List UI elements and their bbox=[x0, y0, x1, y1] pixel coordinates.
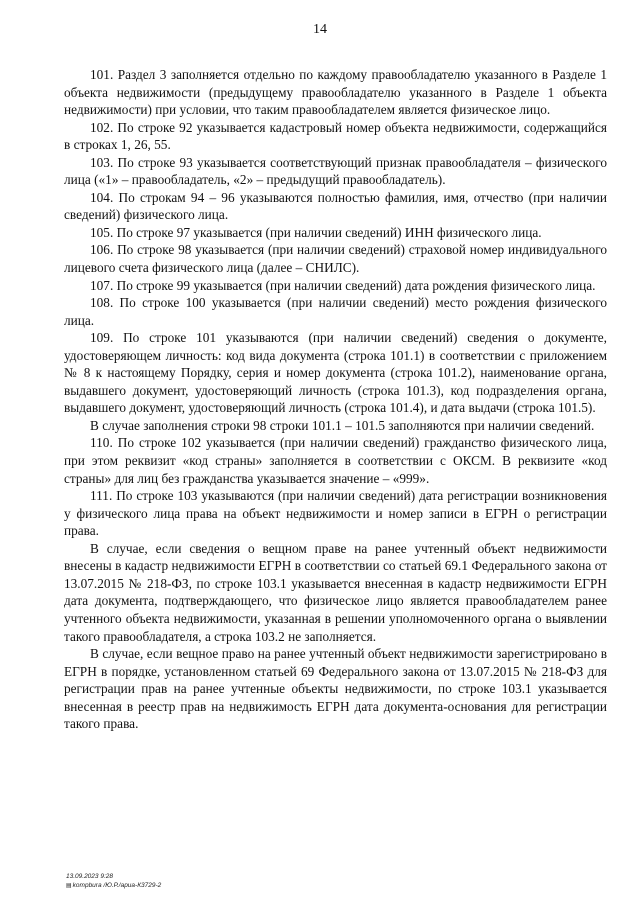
paragraph-109: 109. По строке 101 указываются (при наличии сведений) сведения о документе, удостоверяющем личность: код вида документа (строка 101.1) в соответствии с приложением № 8 к настоящему Порядку, серия и номер документа (строка 101.2), наименование органа, выдавшего документ, удостоверяющий личность (строка 101.3), код подразделения органа, выдавшего документ, удостоверяющий личность (строка 101.4), и дата выдачи (строка 101.5). bbox=[64, 330, 607, 416]
document-body bbox=[64, 66, 607, 733]
print-footer bbox=[66, 872, 161, 891]
paragraph-101: 101. Раздел 3 заполняется отдельно по каждому правообладателю указанного в Разделе 1 объекта недвижимости (предыдущему правообладателю указанного в Разделе 1 объекта недвижимости) при условии, что таким правообладателем является физическое лицо. bbox=[64, 67, 607, 118]
paragraph-107: 107. По строке 99 указывается (при наличии сведений) дата рождения физического лица. bbox=[90, 277, 596, 293]
paragraph-109-note: В случае заполнения строки 98 строки 101.1 – 101.5 заполняются при наличии сведений. bbox=[90, 417, 595, 433]
paragraph-111-case-1: В случае, если сведения о вещном праве на ранее учтенный объект недвижимости внесены в кадастр недвижимости ЕГРН в соответствии со статьей 69.1 Федерального закона от 13.07.2015 № 218-ФЗ, по строке 103.1 указывается внесенная в кадастр недвижимости ЕГРН дата документа, подтверждающего, что физическое лицо является правообладателем ранее учтенного объекта недвижимости, указанная в решении уполномоченного органа о выявлении такого правообладателя, а строка 103.2 не заполняется. bbox=[64, 540, 607, 644]
paragraph-106: 106. По строке 98 указывается (при наличии сведений) страховой номер индивидуального лицевого счета физического лица (далее – СНИЛС). bbox=[64, 242, 607, 276]
paragraph-104: 104. По строкам 94 – 96 указываются полностью фамилия, имя, отчество (при наличии сведений) физического лица. bbox=[64, 189, 607, 223]
paragraph-111: 111. По строке 103 указываются (при наличии сведений) дата регистрации возникновения у физического лица права на объект недвижимости и номер записи в ЕГРН о регистрации права. bbox=[64, 488, 607, 539]
file-icon: ▤ bbox=[66, 883, 72, 889]
footer-path-line bbox=[66, 881, 161, 891]
paragraph-111-case-2: В случае, если вещное право на ранее учтенный объект недвижимости зарегистрировано в ЕГРН в порядке, установленном статьей 69 Федерального закона от 13.07.2015 № 218-ФЗ для регистрации прав на ранее учтенные объекты недвижимости, по строке 103.1 указывается внесенная в реестр прав на недвижимость ЕГРН дата документа-основания для регистрации такого права. bbox=[64, 646, 607, 732]
paragraph-105: 105. По строке 97 указывается (при наличии сведений) ИНН физического лица. bbox=[90, 224, 542, 240]
paragraph-110: 110. По строке 102 указывается (при наличии сведений) гражданство физического лица, при этом реквизит «код страны» заполняется в соответствии с ОКСМ. В реквизите «код страны» для лиц без гражданства указывается значение – «999». bbox=[64, 435, 607, 486]
paragraph-102: 102. По строке 92 указывается кадастровый номер объекта недвижимости, содержащийся в строках 1, 26, 55. bbox=[64, 119, 607, 153]
footer-date: 13.09.2023 9:28 bbox=[66, 873, 113, 880]
paragraph-108: 108. По строке 100 указывается (при наличии сведений) место рождения физического лица. bbox=[64, 295, 607, 328]
footer-path: kompbura /Ю.Р./ариа-К3729-2 bbox=[72, 882, 162, 889]
page-number: 14 bbox=[313, 22, 327, 37]
paragraph-103: 103. По строке 93 указывается соответствующий признак правообладателя – физического лица («1» – правообладатель, «2» – предыдущий правообладатель). bbox=[64, 154, 607, 188]
